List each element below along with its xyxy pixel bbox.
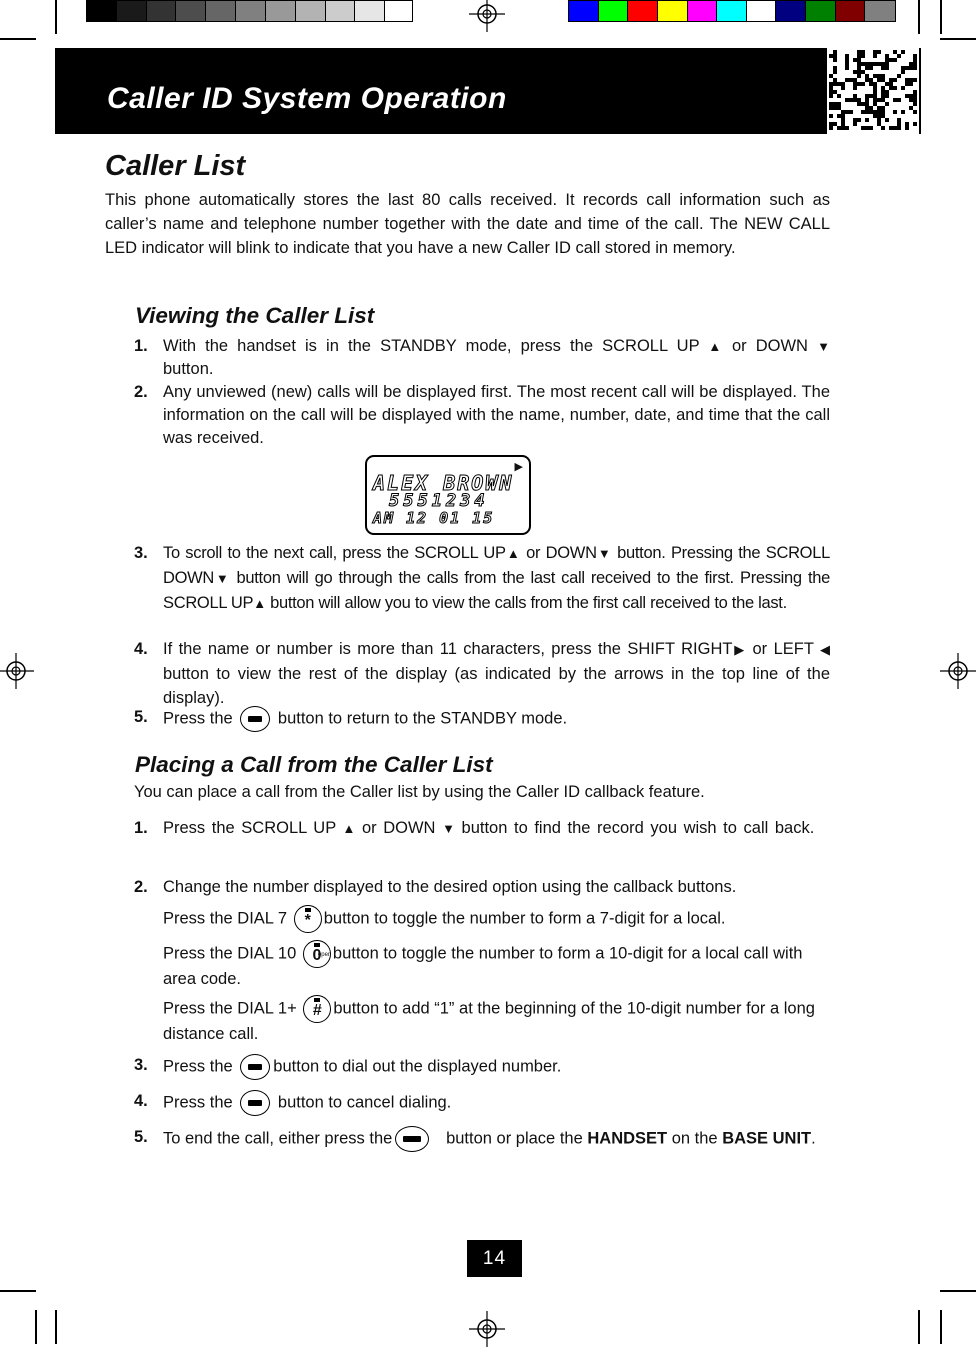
scroll-down-icon: ▼ [817, 339, 830, 354]
lcd-name: ALEX BROWN [373, 471, 514, 495]
shift-left-icon: ◀ [820, 642, 831, 657]
shift-right-arrow-icon: ▶ [514, 461, 523, 473]
scroll-up-icon: ▲ [505, 546, 521, 561]
dial7-instruction: Press the DIAL 7 * button to toggle the number to form a 7-digit for a local. [163, 905, 830, 933]
step-number: 2. [134, 878, 148, 896]
step-number: 5. [134, 1128, 148, 1146]
off-button-icon [240, 1090, 270, 1116]
star-key-icon: * [294, 905, 322, 933]
scroll-down-icon: ▼ [442, 821, 455, 836]
crop-mark [940, 0, 942, 34]
placing-intro: You can place a call from the Caller list by using the Caller ID callback feature. [134, 783, 705, 801]
color-swatch [836, 1, 866, 21]
step-number: 3. [134, 544, 148, 562]
zero-key-icon: 0 oper [303, 940, 331, 968]
placing-step-5: 5. To end the call, either press the button or place the HANDSET on the BASE UNIT. [134, 1126, 830, 1152]
step-number: 5. [134, 708, 148, 726]
color-swatch [569, 1, 599, 21]
placing-step-4: 4. Press the button to cancel dialing. [134, 1090, 830, 1116]
viewing-step-2: 2. Any unviewed (new) calls will be displayed first. The most recent call will be displayed. The information on the call will be displayed with the name, number, date, and time that the call was received. [134, 383, 830, 447]
crop-mark [0, 38, 36, 40]
header-title: Caller ID System Operation [107, 82, 507, 115]
color-swatch [747, 1, 777, 21]
gray-scale-bar [86, 0, 413, 22]
color-swatch [658, 1, 688, 21]
step-number: 4. [134, 1092, 148, 1110]
scroll-down-icon: ▼ [596, 546, 612, 561]
color-swatch [776, 1, 806, 21]
viewing-step-4: 4. If the name or number is more than 11 characters, press the SHIFT RIGHT▶ or LEFT ◀ button to view the rest of the display (as indicated by the arrows in the top line of the display). [134, 637, 830, 710]
crop-mark [55, 1310, 57, 1344]
scroll-up-icon: ▲ [342, 821, 356, 836]
crop-mark [940, 38, 976, 40]
step-number: 3. [134, 1056, 148, 1074]
color-bar [568, 0, 896, 22]
viewing-step-5: 5. Press the button to return to the STANDBY mode. [134, 706, 830, 732]
step-number: 1. [134, 337, 148, 355]
section-title: Caller List [105, 150, 246, 182]
registration-mark [469, 0, 505, 32]
step-number: 2. [134, 383, 148, 401]
barcode-graphic [827, 48, 919, 134]
step-number: 1. [134, 819, 148, 837]
lcd-date-time: AM 12 01 15 [373, 509, 495, 527]
crop-mark [918, 1310, 920, 1344]
registration-mark [469, 1311, 505, 1347]
off-button-icon [395, 1126, 429, 1152]
crop-mark [918, 0, 920, 34]
lcd-number: 5551234 [389, 491, 489, 511]
registration-mark [940, 653, 976, 689]
dial1-instruction: Press the DIAL 1+ # button to add “1” at the beginning of the 10-digit number for a long distance call. [163, 995, 830, 1045]
color-swatch [717, 1, 747, 21]
color-swatch [688, 1, 718, 21]
scroll-up-icon: ▲ [253, 596, 266, 611]
crop-mark [55, 0, 57, 34]
color-swatch [806, 1, 836, 21]
crop-mark [940, 1310, 942, 1344]
viewing-step-1: 1. With the handset is in the STANDBY mode, press the SCROLL UP ▲ or DOWN ▼ button. [134, 337, 830, 378]
header-banner [55, 48, 921, 134]
intro-paragraph: This phone automatically stores the last 80 calls received. It records call information such as caller’s name and telephone number together with the date and time of the call. The NEW CALL LED indicator will blink to indicate that you have a new Caller ID call stored in memory. [105, 191, 830, 257]
placing-step-3: 3. Press the button to dial out the displayed number. [134, 1054, 830, 1080]
scroll-up-icon: ▲ [708, 339, 723, 354]
talk-button-icon [240, 1054, 270, 1080]
off-button-icon [240, 706, 270, 732]
lcd-display [365, 455, 531, 535]
crop-mark [940, 1290, 976, 1292]
dial10-instruction: Press the DIAL 10 0 oper button to toggle the number to form a 10-digit for a local call with area code. [163, 940, 830, 990]
scroll-down-icon: ▼ [214, 571, 231, 586]
color-swatch [599, 1, 629, 21]
page-number: 14 [467, 1240, 522, 1277]
shift-right-icon: ▶ [732, 642, 747, 657]
viewing-title: Viewing the Caller List [135, 303, 375, 328]
color-swatch [628, 1, 658, 21]
viewing-step-3: 3. To scroll to the next call, press the SCROLL UP▲ or DOWN▼ button. Pressing the SCROLL DOWN▼ button will go through the calls from the last call received to the first. Pressing the SCROLL UP▲ button will allow you to view the calls from the first call received to the last. [134, 541, 830, 616]
crop-mark [35, 1310, 37, 1344]
placing-step-2: 2. Change the number displayed to the desired option using the callback buttons. [134, 876, 830, 899]
color-swatch [865, 1, 895, 21]
registration-mark [0, 653, 34, 689]
crop-mark [0, 1290, 36, 1292]
placing-title: Placing a Call from the Caller List [135, 752, 493, 777]
step-number: 4. [134, 640, 148, 658]
hash-key-icon: # [303, 995, 331, 1023]
placing-step-1: 1. Press the SCROLL UP ▲ or DOWN ▼ button to find the record you wish to call back. [134, 816, 830, 841]
